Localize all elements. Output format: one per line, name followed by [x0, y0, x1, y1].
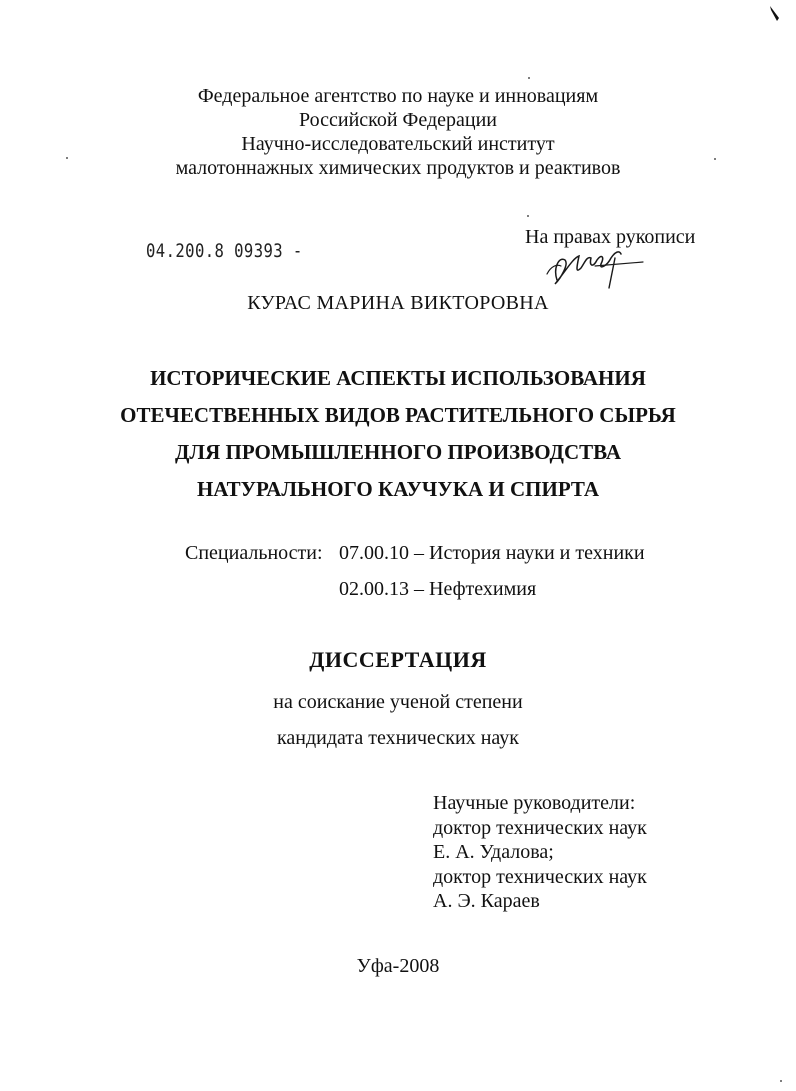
handwritten-signature-icon — [535, 238, 645, 298]
supervisors-line: доктор технических наук — [433, 816, 647, 839]
document-type: ДИССЕРТАЦИЯ — [309, 647, 487, 672]
dissertation-title — [0, 360, 796, 508]
scan-corner-mark-icon — [768, 4, 782, 24]
institution-line: Научно-исследовательский институт — [241, 133, 555, 155]
library-stamp-number: 04.200.8 09393 - — [146, 240, 303, 262]
institution-header — [0, 84, 796, 180]
supervisors-line: доктор технических наук — [433, 865, 647, 888]
institution-line: малотоннажных химических продуктов и реактивов — [175, 157, 621, 179]
supervisors-line: Е. А. Удалова; — [433, 841, 554, 863]
supervisors-block — [433, 791, 647, 914]
specialty-item: 07.00.10 – История науки и техники — [339, 542, 645, 564]
degree-line: на соискание ученой степени — [273, 691, 523, 713]
scan-dust-dot — [528, 77, 530, 79]
title-line: ИСТОРИЧЕСКИЕ АСПЕКТЫ ИСПОЛЬЗОВАНИЯ — [150, 366, 646, 390]
degree-description — [0, 684, 796, 756]
scan-dust-dot — [780, 1080, 782, 1082]
specialty-item: 02.00.13 – Нефтехимия — [339, 578, 537, 600]
manuscript-rights-note: На правах рукописи — [525, 226, 696, 248]
degree-line: кандидата технических наук — [276, 727, 520, 749]
title-line: НАТУРАЛЬНОГО КАУЧУКА И СПИРТА — [196, 477, 600, 501]
author-name: КУРАС МАРИНА ВИКТОРОВНА — [247, 292, 549, 314]
institution-line: Федеральное агентство по науке и инновациям — [197, 85, 599, 107]
city-year: Уфа-2008 — [356, 955, 440, 977]
supervisors-line: Научные руководители: — [433, 792, 636, 814]
specialties-label: Специальности: — [185, 542, 323, 564]
scan-dust-dot — [527, 215, 529, 217]
institution-line: Российской Федерации — [298, 109, 498, 131]
supervisors-line: А. Э. Караев — [433, 890, 540, 912]
title-line: ОТЕЧЕСТВЕННЫХ ВИДОВ РАСТИТЕЛЬНОГО СЫРЬЯ — [120, 403, 676, 427]
title-line: ДЛЯ ПРОМЫШЛЕННОГО ПРОИЗВОДСТВА — [174, 440, 622, 464]
